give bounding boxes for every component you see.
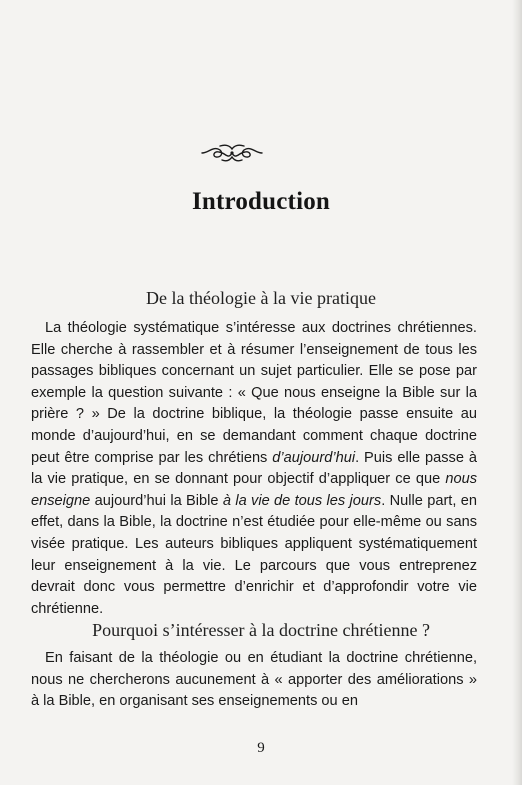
italic-text-run: d’aujourd’hui <box>272 449 356 466</box>
section-heading: Pourquoi s’intéresser à la doctrine chrétienne ? <box>92 620 430 640</box>
italic-text-run: à la vie de tous les jours <box>222 492 382 509</box>
text-run: aujourd’hui la Bible <box>90 492 223 509</box>
page-edge-shadow <box>512 0 522 785</box>
text-run: La théologie systématique s’intéresse aux doctrines chrétiennes. Elle cherche à rassembler et à résumer l’enseignement de tous les passages bibliques concernant un sujet particulier. Elle se pose par exemple la question suivante : « Que nous enseigne la Bible sur la prière ? » De la doctrine biblique, la théologie passe ensuite au monde d’aujourd’hui, en se demandant comment chaque doctrine peut être comprise par les chrétiens <box>31 320 477 466</box>
body-paragraph <box>31 318 477 620</box>
section-heading: De la théologie à la vie pratique <box>146 288 376 308</box>
body-paragraph <box>31 648 477 713</box>
text-run: . Nulle part, en effet, dans la Bible, la doctrine n’est étudiée pour elle-même ou sans visée pratique. Les auteurs bibliques appliquent systématiquement leur enseignement à la vie. Le parcours que vous entreprenez devrait donc vous permettre d’enrichir et d’approfondir votre vie chrétienne. <box>31 492 477 617</box>
text-run: En faisant de la théologie ou en étudiant la doctrine chrétienne, nous ne chercherons aucunement à « apporter des améliorations » à la Bible, en organisant ses enseignements ou en <box>31 650 477 710</box>
chapter-title: Introduction <box>191 188 331 215</box>
text-run: . Puis elle passe à la vie pratique, en se donnant pour objectif d’appliquer ce que <box>31 449 477 488</box>
page-number: 9 <box>257 740 265 756</box>
italic-text-run: nous enseigne <box>31 471 477 509</box>
decorative-flourish-icon <box>200 140 264 166</box>
